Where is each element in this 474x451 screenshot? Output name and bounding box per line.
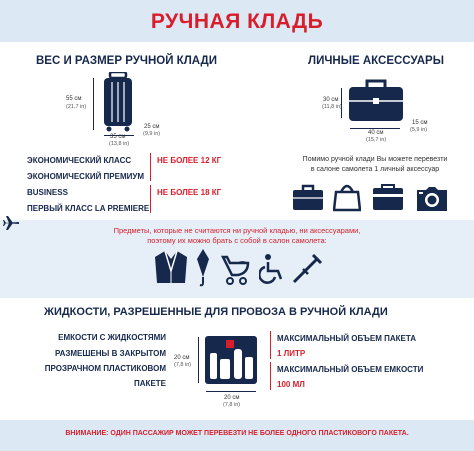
suitcase-height: 55 см [66, 96, 82, 102]
accessories-description-2: в салоне самолета 1 личный аксессуар [310, 166, 440, 173]
suitcase-icon [98, 72, 138, 132]
liquids-divider-2 [270, 362, 271, 390]
max-volume-value: 1 ЛИТР [277, 349, 306, 358]
accessory-depth: 15 см [412, 120, 428, 126]
class-economy: ЭКОНОМИЧЕСКИЙ КЛАСС [27, 156, 132, 165]
limit-divider-2 [150, 185, 151, 213]
limit-18kg: НЕ БОЛЕЕ 18 КГ [157, 188, 222, 197]
accessory-height-arrow [341, 88, 342, 118]
accessory-width-in: (15,7 in) [366, 137, 387, 143]
camera-icon [415, 186, 449, 212]
liquids-line-1: ЕМКОСТИ С ЖИДКОСТЯМИ [58, 333, 166, 342]
airplane-icon [2, 214, 20, 232]
liquids-line-2: РАЗМЕШЕНЫ В ЗАКРЫТОМ [54, 349, 166, 358]
accessories-description-1: Помимо ручной клади Вы можете перевезти [302, 156, 448, 163]
exempt-note-1: Предметы, которые не считаются ни ручной кладью, ни аксессуарами, [113, 226, 361, 235]
limit-12kg: НЕ БОЛЕЕ 12 КГ [157, 156, 222, 165]
accessory-bag-icon [347, 77, 405, 125]
max-container-label: МАКСИМАЛЬНЫЙ ОБЪЕМ ЕМКОСТИ [277, 365, 424, 374]
accessory-depth-in: (5,9 in) [410, 127, 428, 133]
liquids-heading: ЖИДКОСТИ, РАЗРЕШЕННЫЕ ДЛЯ ПРОВОЗА В РУЧНОЙ КЛАДИ [44, 306, 388, 318]
liquids-bag-icon [204, 335, 258, 385]
accessory-height: 30 см [323, 97, 339, 103]
suitcase-width-in: (13,8 in) [109, 141, 130, 147]
weight-heading: ВЕС И РАЗМЕР РУЧНОЙ КЛАДИ [36, 55, 217, 67]
liquids-divider-1 [270, 331, 271, 359]
accessory-height-in: (11,8 in) [322, 104, 342, 110]
suitcase-height-arrow [93, 78, 94, 130]
bag-height-arrow [198, 337, 199, 383]
suitcase-depth: 25 см [144, 124, 160, 130]
max-container-value: 100 МЛ [277, 380, 305, 389]
page-title: РУЧНАЯ КЛАДЬ [150, 10, 324, 33]
umbrella-icon [196, 247, 210, 287]
liquids-line-4: ПАКЕТЕ [134, 379, 166, 388]
accessories-heading: ЛИЧНЫЕ АКСЕССУАРЫ [308, 55, 444, 67]
bag-width-arrow [206, 391, 256, 392]
class-first: ПЕРВЫЙ КЛАСС LA PREMIERE [27, 204, 150, 213]
jacket-icon [153, 249, 189, 285]
limit-divider-1 [150, 153, 151, 181]
briefcase-icon [292, 184, 324, 212]
wheelchair-icon [259, 253, 285, 285]
max-volume-label: МАКСИМАЛЬНЫЙ ОБЪЕМ ПАКЕТА [277, 334, 416, 343]
bag-width-in: (7,8 in) [223, 402, 241, 408]
liquids-line-3: ПРОЗРАЧНОМ ПЛАСТИКОВОМ [44, 364, 166, 373]
suitcase-height-in: (21,7 in) [66, 104, 87, 110]
suitcase-width: 35 см [110, 134, 126, 140]
laptop-bag-icon [372, 184, 404, 212]
class-economy-premium: ЭКОНОМИЧЕСКИЙ ПРЕМИУМ [27, 172, 145, 181]
accessory-width-arrow [350, 128, 400, 129]
class-business: BUSINESS [27, 188, 68, 197]
stroller-icon [219, 253, 253, 285]
accessory-width: 40 см [368, 130, 384, 136]
exempt-note-2: поэтому их можно брать с собой в салон самолета: [147, 236, 327, 245]
suitcase-depth-in: (9,9 in) [143, 131, 161, 137]
crutch-icon [290, 252, 324, 286]
bag-height: 20 см [174, 355, 190, 361]
bag-width: 20 см [224, 395, 240, 401]
bag-height-in: (7,8 in) [174, 362, 192, 368]
warning-text: ВНИМАНИЕ: ОДИН ПАССАЖИР МОЖЕТ ПЕРЕВЕЗТИ НЕ БОЛЕЕ ОДНОГО ПЛАСТИКОВОГО ПАКЕТА. [65, 430, 409, 437]
handbag-icon [333, 180, 361, 212]
